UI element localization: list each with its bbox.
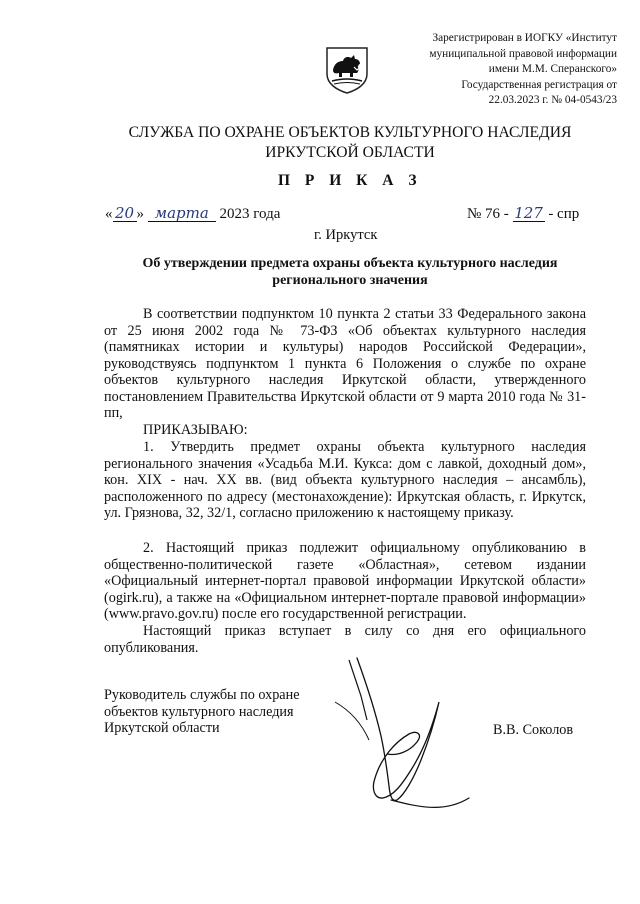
position-line: Руководитель службы по охране [104, 687, 300, 703]
subject-line: регионального значения [272, 272, 428, 288]
registration-line: муниципальной правовой информации [429, 47, 617, 60]
irkutsk-coat-of-arms-icon [324, 46, 370, 94]
intro-paragraph: В соответствии подпунктом 10 пункта 2 статьи 33 Федерального закона от 25 июня 2002 года № 73-ФЗ «Об объектах культурного наследия (памятниках истории и культуры) народов Российской Федерации», руководствуясь подпунктом 1 пункта 6 Положения о службе по охране объектов культурного наследия Иркутской области, утвержденного постановлением Правительства Иркутской области от 9 марта 2010 года № 31-пп, [104, 306, 586, 421]
date-month-handwritten: марта [148, 205, 216, 222]
registration-line: имени М.М. Сперанского» [488, 63, 617, 76]
date-open-quote: « [105, 206, 113, 222]
registration-line: Зарегистрирован в ИОГКУ «Институт [432, 32, 617, 44]
effective-date-paragraph: Настоящий приказ вступает в силу со дня его официального опубликования. [104, 623, 586, 656]
agency-line: ИРКУТСКОЙ ОБЛАСТИ [265, 143, 435, 161]
agency-name [0, 123, 640, 162]
date-year: 2023 года [219, 206, 281, 222]
position-line: объектов культурного наследия [104, 703, 294, 720]
order-command: ПРИКАЗЫВАЮ: [143, 422, 248, 438]
registration-note [400, 31, 617, 109]
date-day-handwritten: 20 [113, 205, 137, 222]
number-suffix: - спр [548, 206, 580, 222]
agency-line: СЛУЖБА ПО ОХРАНЕ ОБЪЕКТОВ КУЛЬТУРНОГО НАСЛЕДИЯ [128, 124, 572, 141]
order-subject [120, 256, 580, 289]
order-number [467, 205, 579, 223]
position-line: Иркутской области [104, 720, 220, 736]
city: г. Иркутск [314, 227, 378, 243]
registration-line: 22.03.2023 г. № 04-0543/23 [488, 94, 617, 107]
order-item-2: 2. Настоящий приказ подлежит официальному опубликованию в общественно-политической газете «Областная», сетевом издании «Официальный интернет-портал правовой информации Иркутской области» (ogirk.ru), а также на «Официальном интернет-портале правовой информации» (www.pravo.gov.ru) после его государственной регистрации. [104, 540, 586, 622]
handwritten-signature [305, 650, 490, 820]
date-close-quote: » [136, 206, 144, 222]
number-handwritten: 127 [514, 204, 543, 222]
order-date [105, 205, 280, 223]
registration-line: Государственная регистрация от [461, 78, 617, 91]
number-prefix: № 76 - [467, 206, 509, 222]
order-item-1: 1. Утвердить предмет охраны объекта культурного наследия регионального значения «Усадьба М.И. Кукса: дом с лавкой, доходный дом», кон. XIX - нач. XX вв. (вид объекта культурного наследия – ансамбль), расположенного по адресу (местонахождение): Иркутская область, г. Иркутск, ул. Грязнова, 32, 32/1, согласно приложению к настоящему приказу. [104, 439, 586, 521]
subject-line: Об утверждении предмета охраны объекта культурного наследия [142, 256, 558, 271]
document-type-title: П Р И К А З [277, 172, 423, 189]
signatory-name: В.В. Соколов [493, 722, 574, 738]
signatory-position [104, 687, 300, 737]
